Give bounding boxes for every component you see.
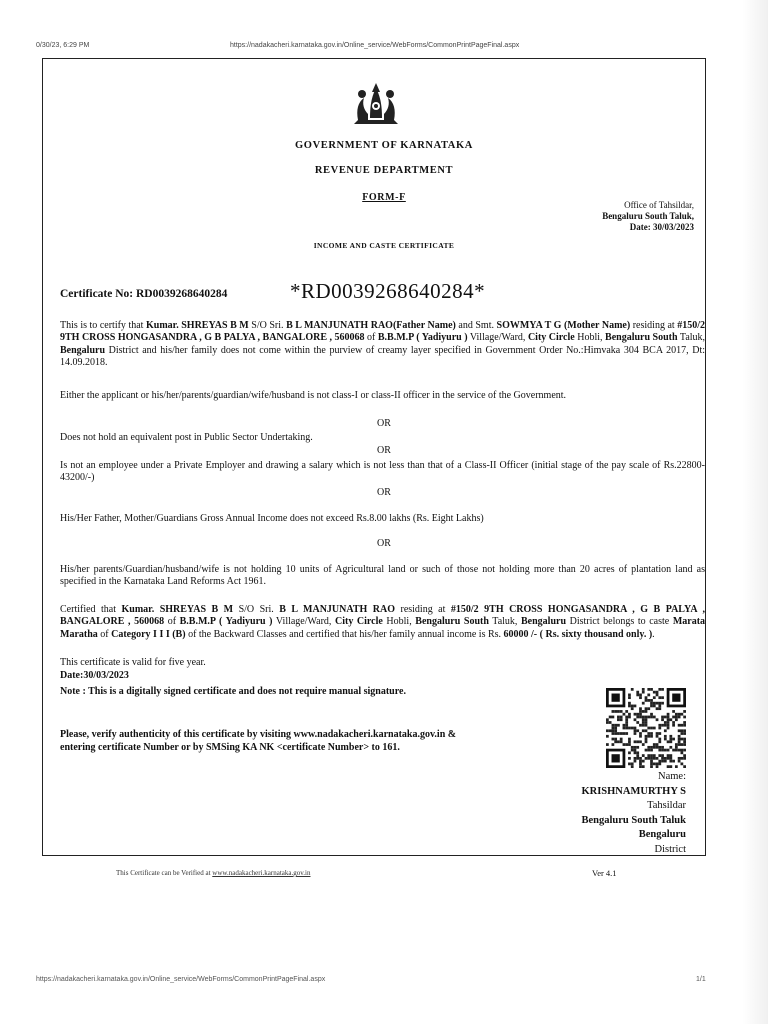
text: District and his/her family does not come within the purview of creamy layer specified in Government Order No.:Himvaka 304 BCA 2017, Dt: 14.09.2018. bbox=[60, 344, 705, 369]
condition-private-employer: Is not an employee under a Private Employer and drawing a salary which is not less than that of a Class-II Officer (initial stage of the pay scale of Rs.22800-43200/-) bbox=[60, 460, 705, 484]
signatory-designation: Tahsildar bbox=[647, 800, 686, 811]
hobli: City Circle bbox=[527, 332, 575, 344]
annual-income: 60000 /- ( Rs. sixty thousand only. ) bbox=[503, 628, 653, 640]
applicant-name: Kumar. SHREYAS B M bbox=[121, 604, 234, 615]
text: Certified that bbox=[60, 604, 122, 615]
condition-land: His/her parents/Guardian/husband/wife is not holding 10 units of Agricultural land or such of those not holding more than 20 acres of plantation land as specified in the Karnataka Land Reforms Act 1961. bbox=[60, 564, 705, 588]
footer-verify bbox=[116, 869, 311, 877]
district-name: Bengaluru bbox=[638, 829, 686, 840]
taluk: Bengaluru South bbox=[415, 616, 489, 628]
applicant-name: Kumar. SHREYAS B M bbox=[146, 320, 249, 331]
district-suffix: District bbox=[654, 843, 686, 855]
ward: B.B.M.P ( Yadiyuru ) bbox=[377, 332, 468, 344]
text: . bbox=[652, 628, 655, 640]
print-footer-url: https://nadakacheri.karnataka.gov.in/Online_service/WebForms/CommonPrintPageFinal.aspx bbox=[36, 976, 326, 983]
print-url: https://nadakacheri.karnataka.gov.in/Online_service/WebForms/CommonPrintPageFinal.aspx bbox=[230, 42, 520, 49]
text: Village/Ward, bbox=[467, 332, 528, 344]
text: residing at bbox=[630, 320, 678, 331]
text: S/O Sri. bbox=[248, 320, 287, 331]
print-datetime: 0/30/23, 6:29 PM bbox=[36, 42, 90, 49]
footer-verify-text: This Certificate can be Verified at bbox=[116, 869, 213, 877]
office-line2: Bengaluru South Taluk, bbox=[602, 211, 694, 221]
government-heading: GOVERNMENT OF KARNATAKA bbox=[295, 140, 473, 151]
name-value: KRISHNAMURTHY S bbox=[581, 785, 686, 797]
text: of the Backward Classes and certified that his/her family annual income is Rs. bbox=[185, 628, 504, 640]
text: Village/Ward, bbox=[272, 616, 336, 628]
version-label: Ver 4.1 bbox=[592, 868, 617, 878]
text: District belongs to caste bbox=[566, 616, 673, 628]
or-separator: OR bbox=[377, 487, 391, 498]
condition-psu: Does not hold an equivalent post in Public Sector Undertaking. bbox=[60, 432, 313, 443]
signatory-taluk: Bengaluru South Taluk bbox=[581, 814, 686, 826]
text: Taluk, bbox=[488, 616, 522, 628]
mother-name: SOWMYA T G (Mother Name) bbox=[496, 320, 631, 331]
print-page-number: 1/1 bbox=[696, 976, 706, 983]
caste: Marata Maratha bbox=[60, 616, 706, 640]
district: Bengaluru bbox=[60, 344, 106, 356]
name-label: Name: bbox=[658, 771, 686, 782]
text: residing at bbox=[395, 604, 451, 615]
certificate-number-label: Certificate No: RD0039268640284 bbox=[60, 288, 228, 300]
office-line1: Office of Tahsildar, bbox=[624, 200, 694, 210]
text: This is to certify that bbox=[60, 320, 146, 331]
certificate-barcode-text: *RD0039268640284* bbox=[290, 279, 486, 303]
text: Hobli, bbox=[574, 332, 606, 344]
verification-link[interactable]: www.nadakacheri.karnataka.gov.in bbox=[212, 869, 311, 877]
certification-paragraph bbox=[60, 320, 705, 370]
text: Hobli, bbox=[382, 616, 416, 628]
signatory-block bbox=[581, 770, 686, 857]
taluk: Bengaluru South bbox=[605, 332, 678, 344]
text: and Smt. bbox=[455, 320, 497, 331]
validity-text: This certificate is valid for five year. bbox=[60, 657, 206, 668]
condition-class-officer: Either the applicant or his/her/parents/guardian/wife/husband is not class-I or class-II officer in the service of the Government. bbox=[60, 390, 567, 401]
condition-income: His/Her Father, Mother/Guardians Gross Annual Income does not exceed Rs.8.00 lakhs (Rs. Eight Lakhs) bbox=[60, 513, 484, 524]
issuing-office bbox=[602, 200, 694, 233]
father-name: B L MANJUNATH RAO bbox=[279, 604, 395, 615]
text: S/O Sri. bbox=[233, 604, 280, 615]
office-date: Date: 30/03/2023 bbox=[629, 222, 694, 232]
signatory-district bbox=[581, 828, 686, 857]
page-edge-shadow bbox=[742, 0, 768, 1024]
department-heading: REVENUE DEPARTMENT bbox=[314, 165, 454, 176]
text: of bbox=[97, 628, 112, 640]
verification-instructions: Please, verify authenticity of this certificate by visiting www.nadakacheri.karnataka.gov.in & entering certificate Number or by SMSing KA NK <certificate Number> to 161. bbox=[60, 729, 457, 753]
form-heading: FORM-F bbox=[362, 192, 406, 203]
issue-date: Date:30/03/2023 bbox=[60, 670, 129, 681]
qr-code-icon bbox=[606, 688, 686, 768]
caste-certification-paragraph bbox=[60, 604, 705, 641]
district: Bengaluru bbox=[521, 616, 567, 628]
or-separator: OR bbox=[377, 418, 391, 429]
category: Category I I I (B) bbox=[111, 628, 186, 640]
or-separator: OR bbox=[377, 445, 391, 456]
ward: B.B.M.P ( Yadiyuru ) bbox=[179, 616, 273, 628]
karnataka-emblem-icon bbox=[348, 80, 404, 128]
text: of bbox=[164, 616, 180, 628]
father-name: B L MANJUNATH RAO(Father Name) bbox=[286, 320, 456, 331]
digital-signature-note: Note : This is a digitally signed certificate and does not require manual signature. bbox=[60, 686, 406, 697]
hobli: City Circle bbox=[335, 616, 383, 628]
text: of bbox=[364, 332, 378, 344]
address: #150/2 9TH CROSS HONGASANDRA , G B PALYA , BANGALORE , 560068 bbox=[60, 320, 706, 344]
or-separator: OR bbox=[377, 538, 391, 549]
signatory-name bbox=[581, 770, 686, 799]
text: Taluk, bbox=[677, 332, 706, 344]
certificate-title: INCOME AND CASTE CERTIFICATE bbox=[313, 241, 455, 250]
address: #150/2 9TH CROSS HONGASANDRA , G B PALYA , BANGALORE , 560068 bbox=[60, 604, 705, 628]
